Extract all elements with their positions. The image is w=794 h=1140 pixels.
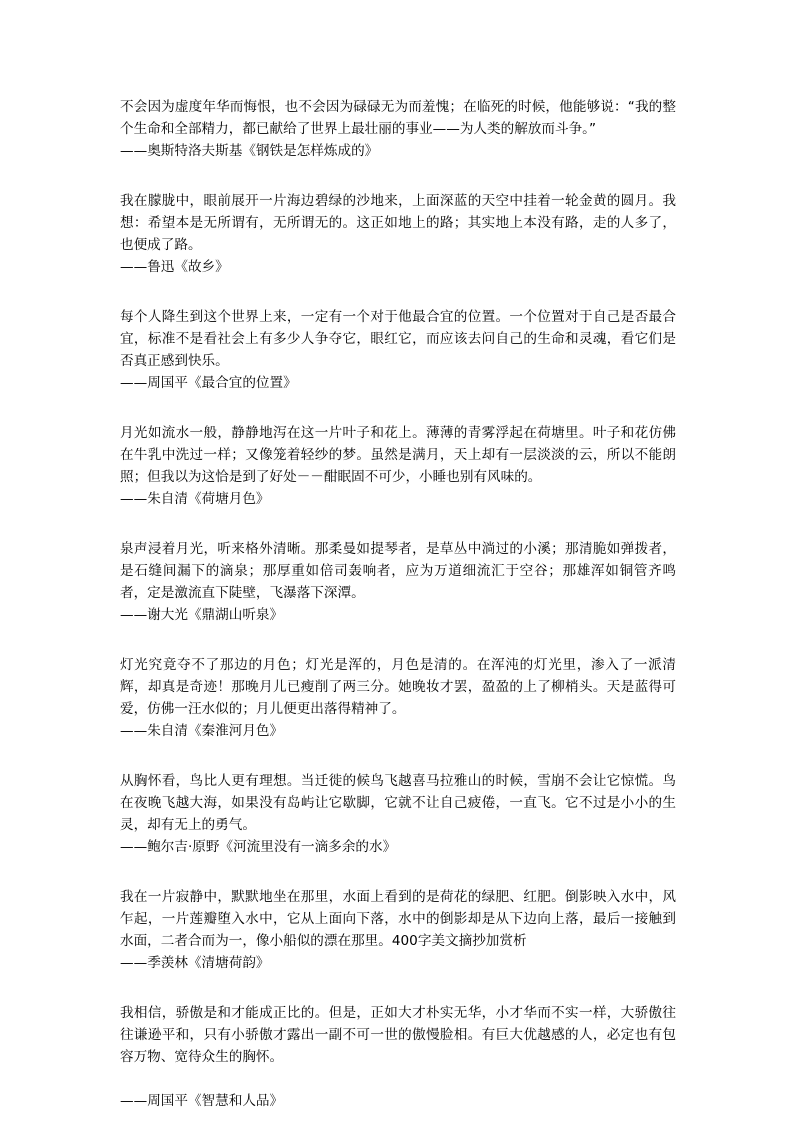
excerpt-text: 灯光究竟夺不了那边的月色；灯光是浑的，月色是清的。在浑沌的灯光里，渗入了一派清辉，却真是奇迹！那晚月儿已瘦削了两三分。她晚妆才罢，盈盈的上了柳梢头。天是蓝得可爱，仿佛一汪水似的；月儿便更出落得精神了。 <box>120 657 676 717</box>
document-body <box>120 96 676 1140</box>
excerpt-source: ——朱自清《秦淮河月色》 <box>120 723 284 739</box>
excerpt-source: ——周国平《智慧和人品》 <box>120 1093 284 1109</box>
excerpt-entry <box>120 770 676 858</box>
excerpt-text: 不会因为虚度年华而悔恨，也不会因为碌碌无为而羞愧；在临死的时候，他能够说：“我的整个生命和全部精力，都已献给了世界上最壮丽的事业——为人类的解放而斗争。” <box>120 99 676 137</box>
excerpt-source: ——朱自清《荷塘月色》 <box>120 491 270 507</box>
excerpt-source: ——谢大光《鼎湖山听泉》 <box>120 607 284 623</box>
excerpt-entry <box>120 306 676 394</box>
excerpt-entry <box>120 886 676 974</box>
excerpt-text: 我在朦胧中，眼前展开一片海边碧绿的沙地来，上面深蓝的天空中挂着一轮金黄的圆月。我想：希望本是无所谓有，无所谓无的。这正如地上的路；其实地上本没有路，走的人多了，也便成了路。 <box>120 193 676 253</box>
excerpt-entry <box>120 654 676 742</box>
excerpt-text: 我在一片寂静中，默默地坐在那里，水面上看到的是荷花的绿肥、红肥。倒影映入水中，风乍起，一片莲瓣堕入水中，它从上面向下落，水中的倒影却是从下边向上落，最后一接触到水面，二者合而为一，像小船似的漂在那里。400字美文摘抄加赏析 <box>120 889 676 949</box>
excerpt-source: ——鲁迅《故乡》 <box>120 259 229 275</box>
excerpt-source: ——周国平《最合宜的位置》 <box>120 375 297 391</box>
excerpt-text: 我相信，骄傲是和才能成正比的。但是，正如大才朴实无华，小才华而不实一样，大骄傲往往谦逊平和，只有小骄傲才露出一副不可一世的傲慢脸相。有巨大优越感的人，必定也有包容万物、宽待众生的胸怀。 <box>120 1005 676 1065</box>
excerpt-entry <box>120 96 676 162</box>
excerpt-source: ——季羡林《清塘荷韵》 <box>120 955 270 971</box>
excerpt-source: ——鲍尔吉·原野《河流里没有一滴多余的水》 <box>120 839 397 855</box>
excerpt-text: 月光如流水一般，静静地泻在这一片叶子和花上。薄薄的青雾浮起在荷塘里。叶子和花仿佛在牛乳中洗过一样；又像笼着轻纱的梦。虽然是满月，天上却有一层淡淡的云，所以不能朗照；但我以为这恰是到了好处－－酣眠固不可少，小睡也别有风味的。 <box>120 425 676 485</box>
excerpt-text: 每个人降生到这个世界上来，一定有一个对于他最合宜的位置。一个位置对于自己是否最合宜，标准不是看社会上有多少人争夺它，眼红它，而应该去问自己的生命和灵魂，看它们是否真正感到快乐。 <box>120 309 676 369</box>
excerpt-text: 泉声浸着月光，听来格外清晰。那柔曼如提琴者，是草丛中淌过的小溪；那清脆如弹拨者，是石缝间漏下的滴泉；那厚重如倍司轰响者，应为万道细流汇于空谷；那雄浑如铜管齐鸣者，定是激流直下陡壁，飞瀑落下深潭。 <box>120 541 676 601</box>
excerpt-text: 从胸怀看，鸟比人更有理想。当迁徙的候鸟飞越喜马拉雅山的时候，雪崩不会让它惊慌。鸟在夜晚飞越大海，如果没有岛屿让它歇脚，它就不让自己疲倦，一直飞。它不过是小小的生灵，却有无上的勇气。 <box>120 773 676 833</box>
excerpt-entry <box>120 422 676 510</box>
excerpt-entry <box>120 1002 676 1112</box>
excerpt-source: ——奥斯特洛夫斯基《钢铁是怎样炼成的》 <box>120 143 379 159</box>
excerpt-entry <box>120 190 676 278</box>
excerpt-entry <box>120 538 676 626</box>
